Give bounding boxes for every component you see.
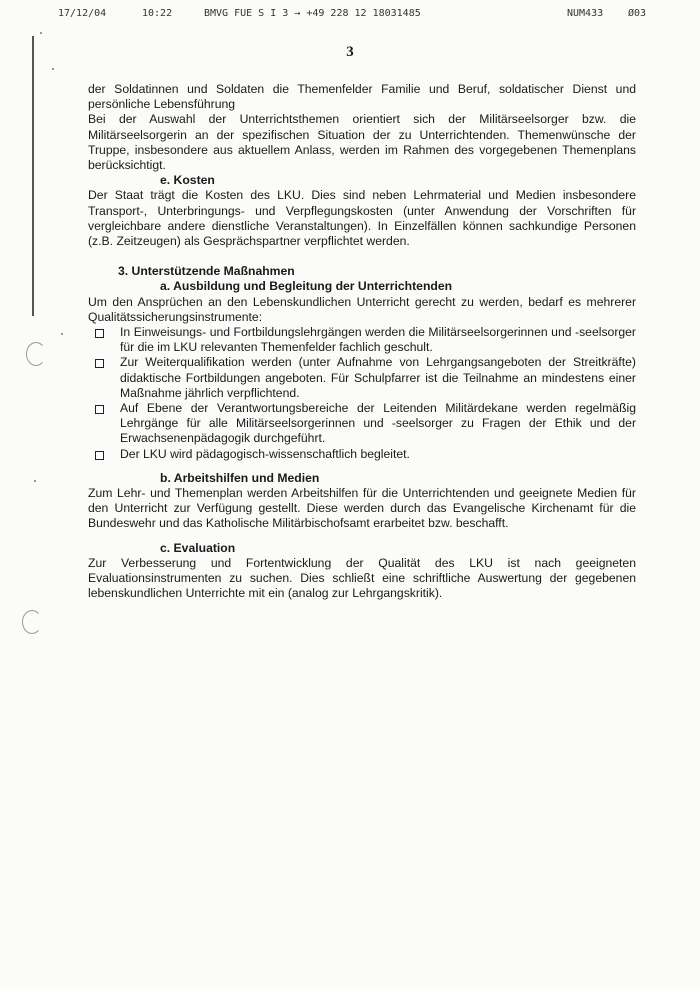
section-heading-materials: b. Arbeitshilfen und Medien [160,470,320,485]
scan-speck [40,32,42,34]
checkbox-icon [95,405,104,414]
fax-job: NUM433 [567,8,604,19]
section-heading-supporting-measures: 3. Unterstützende Maßnahmen [118,264,295,279]
left-margin-rule [32,36,34,316]
list-item-text: In Einweisungs- und Fortbildungslehrgängen werden die Militärseelsorgerinnen und -seelsorger für die im LKU relevanten Themenfelder fachlich geschult. [120,325,636,355]
paragraph: Zur Verbesserung und Fortentwicklung der Qualität des LKU ist nach geeigneten Evaluationsinstrumenten zu suchen. Dies schließt eine schriftliche Auswertung der gegebenen lebenskundlichen Unterrichte mit ein (analog zur Lehrgangskritik). [88,555,636,601]
checklist [88,325,636,462]
paragraph: Um den Ansprüchen an den Lebenskundlichen Unterricht gerecht zu werden, bedarf es mehrerer Qualitätssicherungsinstrumente: [88,294,636,324]
list-item [120,325,636,355]
paragraph: der Soldatinnen und Soldaten die Themenfelder Familie und Beruf, soldatischer Dienst und persönliche Lebensführung [88,82,636,112]
document-body [88,82,636,602]
fax-date: 17/12/04 [58,8,107,19]
checkbox-icon [95,359,104,368]
fax-header [0,8,700,24]
checkbox-icon [95,329,104,338]
list-item-text: Der LKU wird pädagogisch-wissenschaftlich begleitet. [120,446,410,461]
list-item [120,401,636,447]
list-item [120,355,636,401]
margin-scan-mark [26,342,46,366]
list-item [120,447,636,462]
list-item-text: Zur Weiterqualifikation werden (unter Aufnahme von Lehrgangsangeboten der Streitkräfte) didaktische Fortbildungen angeboten. Für Schulpfarrer ist die Teilnahme an mindestens einer Maßnahme jährlich verpflichtend. [120,355,636,400]
paragraph: Bei der Auswahl der Unterrichtsthemen orientiert sich der Militärseelsorger bzw. die Militärseelsorgerin an der spezifischen Situation der zu Unterrichtenden. Themenwünsche der Truppe, insbesondere aus aktuellem Anlass, werden im Rahmen des vorgegebenen Themenplans berücksichtigt. [88,112,636,173]
section-heading-evaluation: c. Evaluation [160,540,236,555]
section-heading-costs: e. Kosten [160,173,215,188]
scan-speck [52,68,54,70]
list-item-text: Auf Ebene der Verantwortungsbereiche der Leitenden Militärdekane werden regelmäßig Lehrgänge für alle Militärseelsorgerinnen und -seelsorger zu Fragen der Ethik und der Erwachsenenpädagogik durchgeführt. [120,401,636,446]
fax-page: Ø03 [628,8,647,19]
fax-sender: BMVG FUE S I 3 → +49 228 12 18031485 [204,8,421,19]
scan-speck [34,480,36,482]
fax-time: 10:22 [142,8,173,19]
paragraph: Der Staat trägt die Kosten des LKU. Dies sind neben Lehrmaterial und Medien insbesondere Transport-, Unterbringungs- und Verpflegungskosten (unter Anwendung der Vorschriften für vergleichbare andere dienstliche Veranstaltungen). In Einzelfällen können sachkundige Personen (z.B. Zeitzeugen) als Gesprächspartner verpflichtet werden. [88,188,636,249]
paragraph: Zum Lehr- und Themenplan werden Arbeitshilfen für die Unterrichtenden und geeignete Medien für den Unterricht zur Verfügung gestellt. Diese werden durch das Evangelische Kirchenamt für die Bundeswehr und das Katholische Militärbischofsamt erarbeitet bzw. beschafft. [88,486,636,531]
margin-scan-mark [22,610,42,634]
page-number: 3 [346,44,354,60]
checkbox-icon [95,451,104,460]
section-heading-training: a. Ausbildung und Begleitung der Unterrichtenden [160,279,453,294]
scan-speck [61,333,63,335]
